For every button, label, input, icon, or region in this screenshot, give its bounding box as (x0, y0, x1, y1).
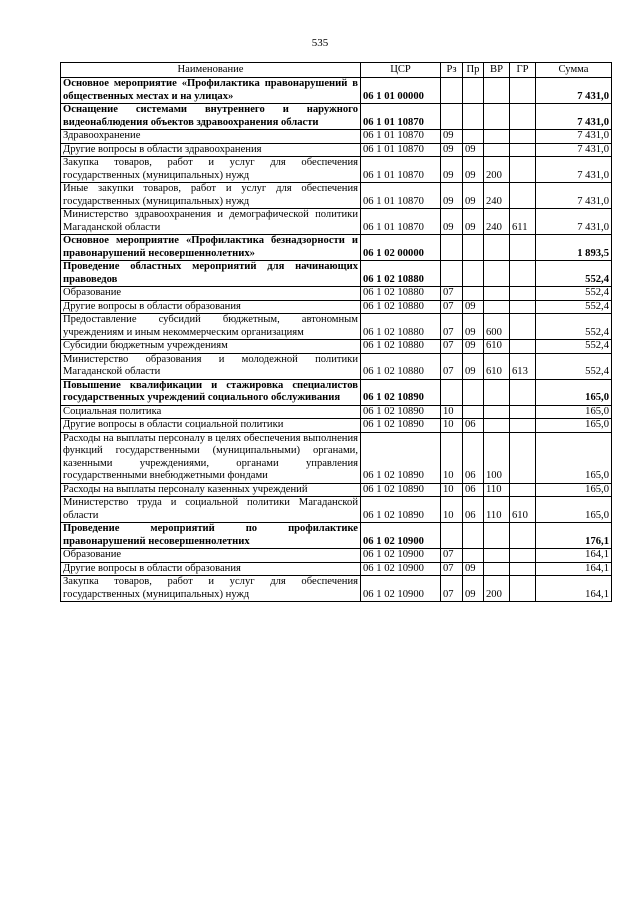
row-sum-cell: 164,1 (536, 562, 612, 576)
row-name-cell: Закупка товаров, работ и услуг для обеспечения государственных (муниципальных) нужд (61, 157, 361, 183)
table-row (61, 419, 612, 433)
row-pr-cell: 09 (463, 353, 484, 379)
row-name-cell: Субсидии бюджетным учреждениям (61, 340, 361, 354)
row-rz-cell: 09 (441, 143, 463, 157)
row-rz-cell (441, 104, 463, 130)
row-rz-cell: 09 (441, 157, 463, 183)
row-sum-cell: 7 431,0 (536, 104, 612, 130)
row-rz-cell (441, 379, 463, 405)
table-row (61, 549, 612, 563)
row-gr-cell (510, 300, 536, 314)
row-vr-cell: 240 (484, 183, 510, 209)
table-row (61, 576, 612, 602)
row-name-cell: Проведение областных мероприятий для начинающих правоведов (61, 261, 361, 287)
row-csr-cell: 06 1 02 10880 (361, 300, 441, 314)
row-gr-cell (510, 130, 536, 144)
row-rz-cell: 10 (441, 405, 463, 419)
row-pr-cell (463, 130, 484, 144)
row-pr-cell: 06 (463, 497, 484, 523)
row-name-cell: Здравоохранение (61, 130, 361, 144)
row-pr-cell: 09 (463, 576, 484, 602)
row-csr-cell: 06 1 02 10890 (361, 379, 441, 405)
table-row (61, 497, 612, 523)
row-gr-cell (510, 340, 536, 354)
row-vr-cell: 100 (484, 432, 510, 483)
row-csr-cell: 06 1 02 10900 (361, 562, 441, 576)
row-rz-cell: 07 (441, 314, 463, 340)
row-vr-cell (484, 78, 510, 104)
table-row (61, 483, 612, 497)
row-csr-cell: 06 1 01 10870 (361, 104, 441, 130)
row-pr-cell: 06 (463, 483, 484, 497)
row-rz-cell: 10 (441, 497, 463, 523)
table-row (61, 130, 612, 144)
row-csr-cell: 06 1 01 10870 (361, 157, 441, 183)
row-rz-cell: 10 (441, 419, 463, 433)
row-pr-cell: 06 (463, 432, 484, 483)
row-rz-cell: 09 (441, 209, 463, 235)
row-sum-cell: 552,4 (536, 287, 612, 301)
column-header-sum: Сумма (536, 63, 612, 78)
table-row (61, 314, 612, 340)
row-pr-cell: 09 (463, 209, 484, 235)
table-row (61, 143, 612, 157)
row-pr-cell: 09 (463, 314, 484, 340)
table-row (61, 405, 612, 419)
table-row (61, 353, 612, 379)
row-csr-cell: 06 1 01 10870 (361, 130, 441, 144)
row-pr-cell (463, 405, 484, 419)
row-pr-cell: 09 (463, 183, 484, 209)
table-row (61, 157, 612, 183)
row-gr-cell (510, 549, 536, 563)
row-pr-cell: 06 (463, 419, 484, 433)
row-vr-cell: 610 (484, 340, 510, 354)
table-row (61, 287, 612, 301)
row-sum-cell: 552,4 (536, 314, 612, 340)
row-sum-cell: 165,0 (536, 483, 612, 497)
row-vr-cell (484, 419, 510, 433)
row-sum-cell: 165,0 (536, 497, 612, 523)
table-row (61, 379, 612, 405)
budget-table (60, 62, 612, 602)
table-body (61, 78, 612, 602)
row-name-cell: Повышение квалификации и стажировка специалистов государственных учреждений социального обслуживания (61, 379, 361, 405)
row-sum-cell: 552,4 (536, 300, 612, 314)
table-row (61, 523, 612, 549)
row-name-cell: Проведение мероприятий по профилактике правонарушений несовершеннолетних (61, 523, 361, 549)
row-rz-cell: 07 (441, 562, 463, 576)
row-gr-cell (510, 143, 536, 157)
row-name-cell: Иные закупки товаров, работ и услуг для обеспечения государственных (муниципальных) нужд (61, 183, 361, 209)
row-rz-cell (441, 523, 463, 549)
row-sum-cell: 1 893,5 (536, 235, 612, 261)
row-gr-cell (510, 287, 536, 301)
row-name-cell: Другие вопросы в области образования (61, 562, 361, 576)
row-pr-cell: 09 (463, 157, 484, 183)
row-name-cell: Расходы на выплаты персоналу казенных учреждений (61, 483, 361, 497)
row-sum-cell: 165,0 (536, 419, 612, 433)
row-vr-cell (484, 130, 510, 144)
row-gr-cell (510, 261, 536, 287)
row-csr-cell: 06 1 02 10900 (361, 549, 441, 563)
column-header-name: Наименование (61, 63, 361, 78)
row-sum-cell: 165,0 (536, 379, 612, 405)
row-gr-cell: 611 (510, 209, 536, 235)
row-rz-cell: 10 (441, 483, 463, 497)
row-pr-cell: 09 (463, 143, 484, 157)
table-row (61, 78, 612, 104)
row-csr-cell: 06 1 02 00000 (361, 235, 441, 261)
row-gr-cell (510, 314, 536, 340)
table-row (61, 209, 612, 235)
row-sum-cell: 7 431,0 (536, 209, 612, 235)
page-number: 535 (311, 37, 329, 49)
table-row (61, 261, 612, 287)
column-header-csr: ЦСР (361, 63, 441, 78)
row-sum-cell: 7 431,0 (536, 183, 612, 209)
row-name-cell: Образование (61, 287, 361, 301)
row-vr-cell (484, 104, 510, 130)
row-sum-cell: 164,1 (536, 549, 612, 563)
row-vr-cell: 600 (484, 314, 510, 340)
row-pr-cell (463, 379, 484, 405)
row-pr-cell (463, 235, 484, 261)
row-vr-cell (484, 261, 510, 287)
row-sum-cell: 165,0 (536, 432, 612, 483)
row-csr-cell: 06 1 02 10890 (361, 432, 441, 483)
row-csr-cell: 06 1 02 10890 (361, 497, 441, 523)
row-name-cell: Министерство образования и молодежной политики Магаданской области (61, 353, 361, 379)
row-pr-cell (463, 78, 484, 104)
table-row (61, 562, 612, 576)
row-vr-cell: 610 (484, 353, 510, 379)
row-sum-cell: 7 431,0 (536, 143, 612, 157)
row-name-cell: Предоставление субсидий бюджетным, автономным учреждениям и иным некоммерческим организациям (61, 314, 361, 340)
row-rz-cell (441, 235, 463, 261)
row-csr-cell: 06 1 01 10870 (361, 209, 441, 235)
row-gr-cell (510, 419, 536, 433)
row-csr-cell: 06 1 01 10870 (361, 183, 441, 209)
row-sum-cell: 176,1 (536, 523, 612, 549)
row-name-cell: Министерство труда и социальной политики Магаданской области (61, 497, 361, 523)
row-pr-cell: 09 (463, 340, 484, 354)
row-vr-cell (484, 235, 510, 261)
row-gr-cell: 610 (510, 497, 536, 523)
row-csr-cell: 06 1 02 10890 (361, 419, 441, 433)
row-name-cell: Оснащение системами внутреннего и наружного видеонаблюдения объектов здравоохранения области (61, 104, 361, 130)
table-header-row (61, 63, 612, 78)
table-row (61, 432, 612, 483)
row-csr-cell: 06 1 02 10880 (361, 353, 441, 379)
row-gr-cell (510, 576, 536, 602)
column-header-vr: ВР (484, 63, 510, 78)
row-name-cell: Другие вопросы в области социальной политики (61, 419, 361, 433)
table-row (61, 300, 612, 314)
row-name-cell: Социальная политика (61, 405, 361, 419)
row-vr-cell: 200 (484, 157, 510, 183)
row-name-cell: Другие вопросы в области образования (61, 300, 361, 314)
row-vr-cell: 110 (484, 483, 510, 497)
row-vr-cell (484, 562, 510, 576)
row-sum-cell: 164,1 (536, 576, 612, 602)
row-name-cell: Основное мероприятие «Профилактика безнадзорности и правонарушений несовершеннолетних» (61, 235, 361, 261)
row-csr-cell: 06 1 01 10870 (361, 143, 441, 157)
row-name-cell: Образование (61, 549, 361, 563)
row-gr-cell (510, 78, 536, 104)
row-name-cell: Министерство здравоохранения и демографической политики Магаданской области (61, 209, 361, 235)
row-vr-cell: 110 (484, 497, 510, 523)
row-gr-cell (510, 183, 536, 209)
row-pr-cell (463, 523, 484, 549)
row-csr-cell: 06 1 01 00000 (361, 78, 441, 104)
row-vr-cell: 240 (484, 209, 510, 235)
row-pr-cell (463, 549, 484, 563)
row-name-cell: Другие вопросы в области здравоохранения (61, 143, 361, 157)
row-sum-cell: 7 431,0 (536, 78, 612, 104)
row-gr-cell (510, 562, 536, 576)
row-csr-cell: 06 1 02 10890 (361, 483, 441, 497)
table-row (61, 235, 612, 261)
row-vr-cell (484, 300, 510, 314)
row-rz-cell (441, 78, 463, 104)
row-gr-cell (510, 104, 536, 130)
row-rz-cell: 07 (441, 576, 463, 602)
row-pr-cell (463, 261, 484, 287)
row-gr-cell (510, 379, 536, 405)
row-gr-cell (510, 432, 536, 483)
row-vr-cell (484, 523, 510, 549)
row-pr-cell (463, 287, 484, 301)
row-gr-cell (510, 157, 536, 183)
row-vr-cell (484, 143, 510, 157)
row-vr-cell (484, 549, 510, 563)
row-rz-cell (441, 261, 463, 287)
row-vr-cell (484, 379, 510, 405)
row-rz-cell: 07 (441, 549, 463, 563)
row-sum-cell: 165,0 (536, 405, 612, 419)
row-sum-cell: 552,4 (536, 261, 612, 287)
row-csr-cell: 06 1 02 10880 (361, 261, 441, 287)
row-rz-cell: 07 (441, 353, 463, 379)
row-rz-cell: 09 (441, 183, 463, 209)
row-sum-cell: 552,4 (536, 340, 612, 354)
row-vr-cell (484, 405, 510, 419)
row-rz-cell: 07 (441, 340, 463, 354)
row-pr-cell: 09 (463, 300, 484, 314)
row-csr-cell: 06 1 02 10880 (361, 314, 441, 340)
row-csr-cell: 06 1 02 10900 (361, 523, 441, 549)
row-vr-cell (484, 287, 510, 301)
row-csr-cell: 06 1 02 10880 (361, 340, 441, 354)
column-header-gr: ГР (510, 63, 536, 78)
row-gr-cell (510, 483, 536, 497)
row-pr-cell (463, 104, 484, 130)
row-name-cell: Закупка товаров, работ и услуг для обеспечения государственных (муниципальных) нужд (61, 576, 361, 602)
row-gr-cell: 613 (510, 353, 536, 379)
column-header-rz: Рз (441, 63, 463, 78)
row-rz-cell: 10 (441, 432, 463, 483)
row-rz-cell: 07 (441, 300, 463, 314)
row-rz-cell: 09 (441, 130, 463, 144)
table-row (61, 340, 612, 354)
row-vr-cell: 200 (484, 576, 510, 602)
row-sum-cell: 552,4 (536, 353, 612, 379)
table-row (61, 183, 612, 209)
row-name-cell: Расходы на выплаты персоналу в целях обеспечения выполнения функций государственными (муниципальными) органами, казенными учреждениями, органами управления государственными внебюджетными фондами (61, 432, 361, 483)
column-header-pr: Пр (463, 63, 484, 78)
row-csr-cell: 06 1 02 10880 (361, 287, 441, 301)
row-rz-cell: 07 (441, 287, 463, 301)
table-row (61, 104, 612, 130)
row-gr-cell (510, 235, 536, 261)
row-name-cell: Основное мероприятие «Профилактика правонарушений в общественных местах и на улицах» (61, 78, 361, 104)
row-sum-cell: 7 431,0 (536, 130, 612, 144)
row-gr-cell (510, 405, 536, 419)
row-pr-cell: 09 (463, 562, 484, 576)
row-gr-cell (510, 523, 536, 549)
row-sum-cell: 7 431,0 (536, 157, 612, 183)
row-csr-cell: 06 1 02 10890 (361, 405, 441, 419)
row-csr-cell: 06 1 02 10900 (361, 576, 441, 602)
